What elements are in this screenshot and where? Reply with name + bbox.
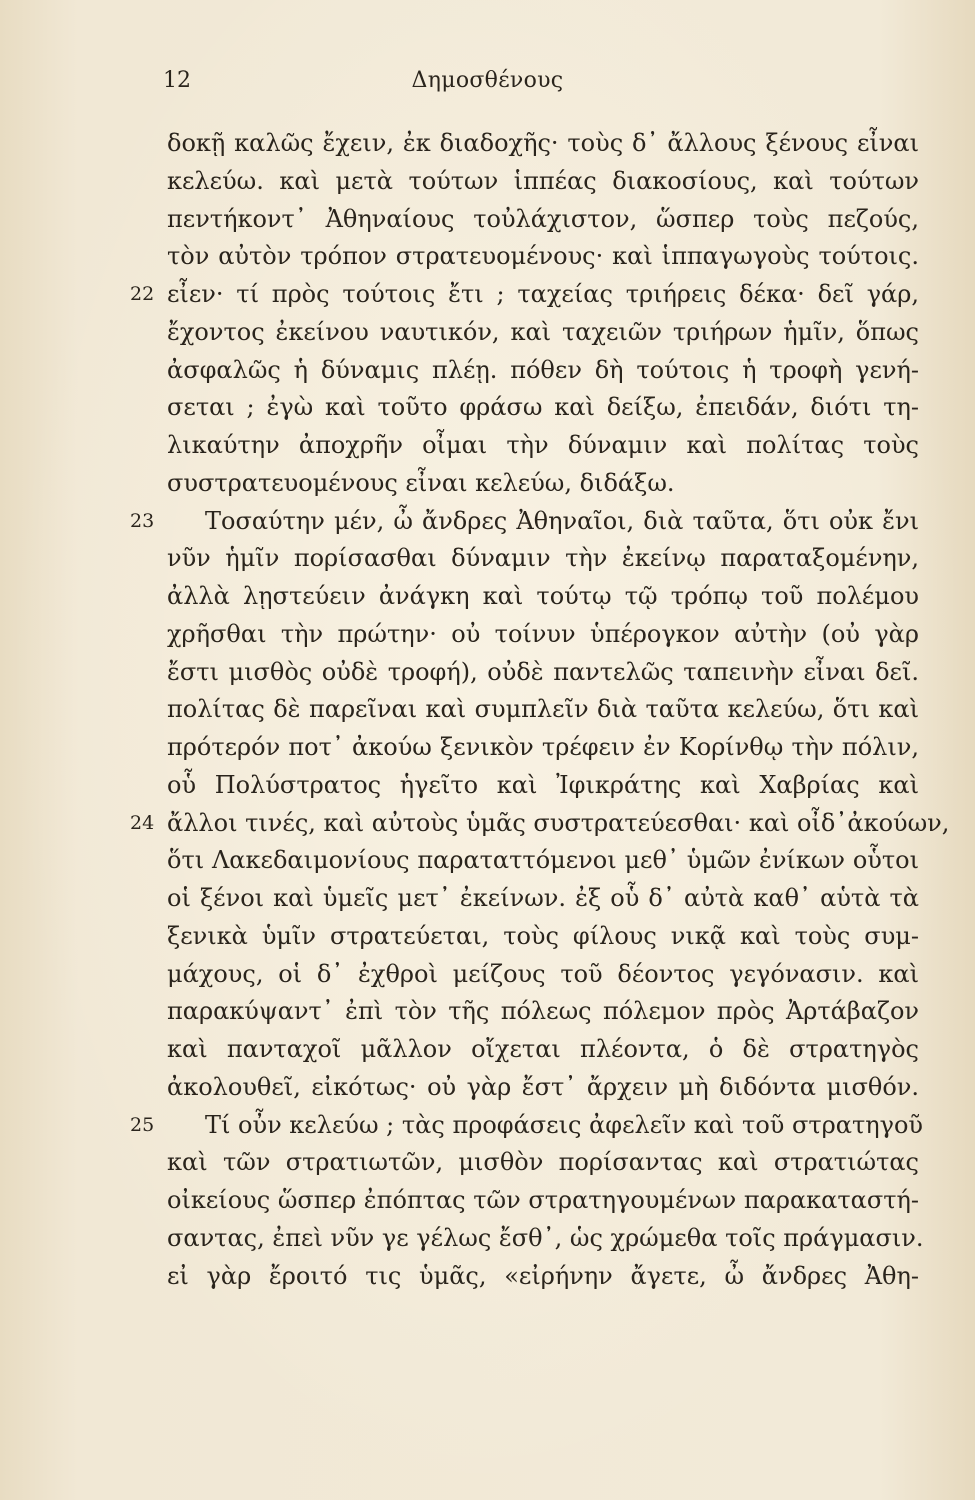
text-line [0,578,975,616]
line-text: Τοσαύτην μέν, ὦ ἄνδρες Ἀθηναῖοι, διὰ ταῦτα, ὅτι οὐκ ἔνι [205,506,919,535]
line-text: ἀλλὰ λῃστεύειν ἀνάγκη καὶ τούτῳ τῷ τρόπῳ τοῦ πολέμου [167,582,919,610]
text-line [0,729,975,767]
line-text: Τί οὖν κελεύω ; τὰς προφάσεις ἀφελεῖν καὶ τοῦ στρατηγοῦ [205,1110,924,1139]
text-line [0,842,975,880]
line-text: εἶεν· τί πρὸς τούτοις ἔτι ; ταχείας τριήρεις δέκα· δεῖ γάρ, [167,280,919,308]
line-text: δοκῇ καλῶς ἔχειν, ἐκ διαδοχῆς· τοὺς δ᾽ ἄλλους ξένους εἶναι [167,129,919,157]
section-number: 24 [130,811,155,834]
section-number: 25 [130,1113,155,1136]
text-line [0,767,975,805]
text-line [0,1220,975,1258]
line-text: σεται ; ἐγὼ καὶ τοῦτο φράσω καὶ δείξω, ἐπειδάν, διότι τη- [167,393,919,422]
text-line [0,1182,975,1220]
line-text: νῦν ἡμῖν πορίσασθαι δύναμιν τὴν ἐκείνῳ παραταξομένην, [167,544,919,573]
section-number: 22 [130,283,155,305]
section-number: 23 [130,509,155,532]
text-line [0,805,975,843]
line-text: πεντήκοντ᾽ Ἀθηναίους τοὐλάχιστον, ὥσπερ τοὺς πεζούς, [167,204,919,233]
text-line [0,956,975,994]
line-text: τὸν αὐτὸν τρόπον στρατευομένους· καὶ ἱππαγωγοὺς τούτοις. [167,242,919,271]
body-text [0,125,975,1295]
text-line [0,993,975,1031]
line-text: οὗ Πολύστρατος ἡγεῖτο καὶ Ἰφικράτης καὶ Χαβρίας καὶ [167,770,919,799]
text-line [0,1107,975,1145]
line-text: ὅτι Λακεδαιμονίους παραταττόμενοι μεθ᾽ ὑμῶν ἐνίκων οὗτοι [167,846,919,875]
line-text: οἱ ξένοι καὶ ὑμεῖς μετ᾽ ἐκείνων. ἐξ οὗ δ᾽ αὐτὰ καθ᾽ αὑτὰ τὰ [167,884,919,912]
text-line [0,1258,975,1296]
text-line [0,238,975,276]
text-line [0,125,975,163]
text-line [0,276,975,314]
text-line [0,691,975,729]
running-title: Δημοσθένους [411,68,564,93]
page-header [0,68,975,102]
line-text: ἔστι μισθὸς οὐδὲ τροφή), οὐδὲ παντελῶς ταπεινὴν εἶναι δεῖ. [167,657,919,686]
line-text: ἄλλοι τινές, καὶ αὐτοὺς ὑμᾶς συστρατεύεσθαι· καὶ οἶδ᾽ἀκούων, [167,808,950,837]
line-text: ξενικὰ ὑμῖν στρατεύεται, τοὺς φίλους νικᾷ καὶ τοὺς συμ- [167,921,919,950]
text-line [0,918,975,956]
text-line [0,465,975,503]
text-line [0,163,975,201]
text-line [0,314,975,352]
line-text: κελεύω. καὶ μετὰ τούτων ἱππέας διακοσίους, καὶ τούτων [167,166,919,195]
text-line [0,654,975,692]
line-text: συστρατευομένους εἶναι κελεύω, διδάξω. [167,468,675,497]
line-text: καὶ πανταχοῖ μᾶλλον οἴχεται πλέοντα, ὁ δὲ στρατηγὸς [167,1035,919,1063]
line-text: ἀκολουθεῖ, εἰκότως· οὐ γὰρ ἔστ᾽ ἄρχειν μὴ διδόντα μισθόν. [167,1072,919,1101]
text-line [0,880,975,918]
text-line [0,503,975,541]
text-line [0,540,975,578]
line-text: καὶ τῶν στρατιωτῶν, μισθὸν πορίσαντας καὶ στρατιώτας [167,1148,919,1177]
line-text: χρῆσθαι τὴν πρώτην· οὐ τοίνυν ὑπέρογκον αὐτὴν (οὐ γὰρ [167,619,919,648]
page-number: 12 [163,68,191,93]
line-text: πολίτας δὲ παρεῖναι καὶ συμπλεῖν διὰ ταῦτα κελεύω, ὅτι καὶ [167,695,919,724]
text-line [0,1031,975,1069]
line-text: εἰ γὰρ ἔροιτό τις ὑμᾶς, «εἰρήνην ἄγετε, ὦ ἄνδρες Ἀθη- [167,1261,919,1290]
text-line [0,1069,975,1107]
line-text: παρακύψαντ᾽ ἐπὶ τὸν τῆς πόλεως πόλεμον πρὸς Ἀρτάβαζον [167,997,919,1026]
text-line [0,352,975,390]
line-text: λικαύτην ἀποχρῆν οἶμαι τὴν δύναμιν καὶ πολίτας τοὺς [167,431,919,459]
line-text: μάχους, οἱ δ᾽ ἐχθροὶ μείζους τοῦ δέοντος γεγόνασιν. καὶ [167,959,919,988]
line-text: ἀσφαλῶς ἡ δύναμις πλέῃ. πόθεν δὴ τούτοις ἡ τροφὴ γενή- [167,355,919,384]
text-line [0,389,975,427]
text-line [0,427,975,465]
line-text: οἰκείους ὥσπερ ἐπόπτας τῶν στρατηγουμένων παρακαταστή- [167,1186,919,1214]
line-text: σαντας, ἐπεὶ νῦν γε γέλως ἔσθ᾽, ὡς χρώμεθα τοῖς πράγμασιν. [167,1223,924,1252]
line-text: πρότερόν ποτ᾽ ἀκούω ξενικὸν τρέφειν ἐν Κορίνθῳ τὴν πόλιν, [167,733,919,761]
text-line [0,616,975,654]
text-line [0,201,975,239]
line-text: ἔχοντος ἐκείνου ναυτικόν, καὶ ταχειῶν τριήρων ἡμῖν, ὅπως [167,317,919,346]
text-line [0,1144,975,1182]
